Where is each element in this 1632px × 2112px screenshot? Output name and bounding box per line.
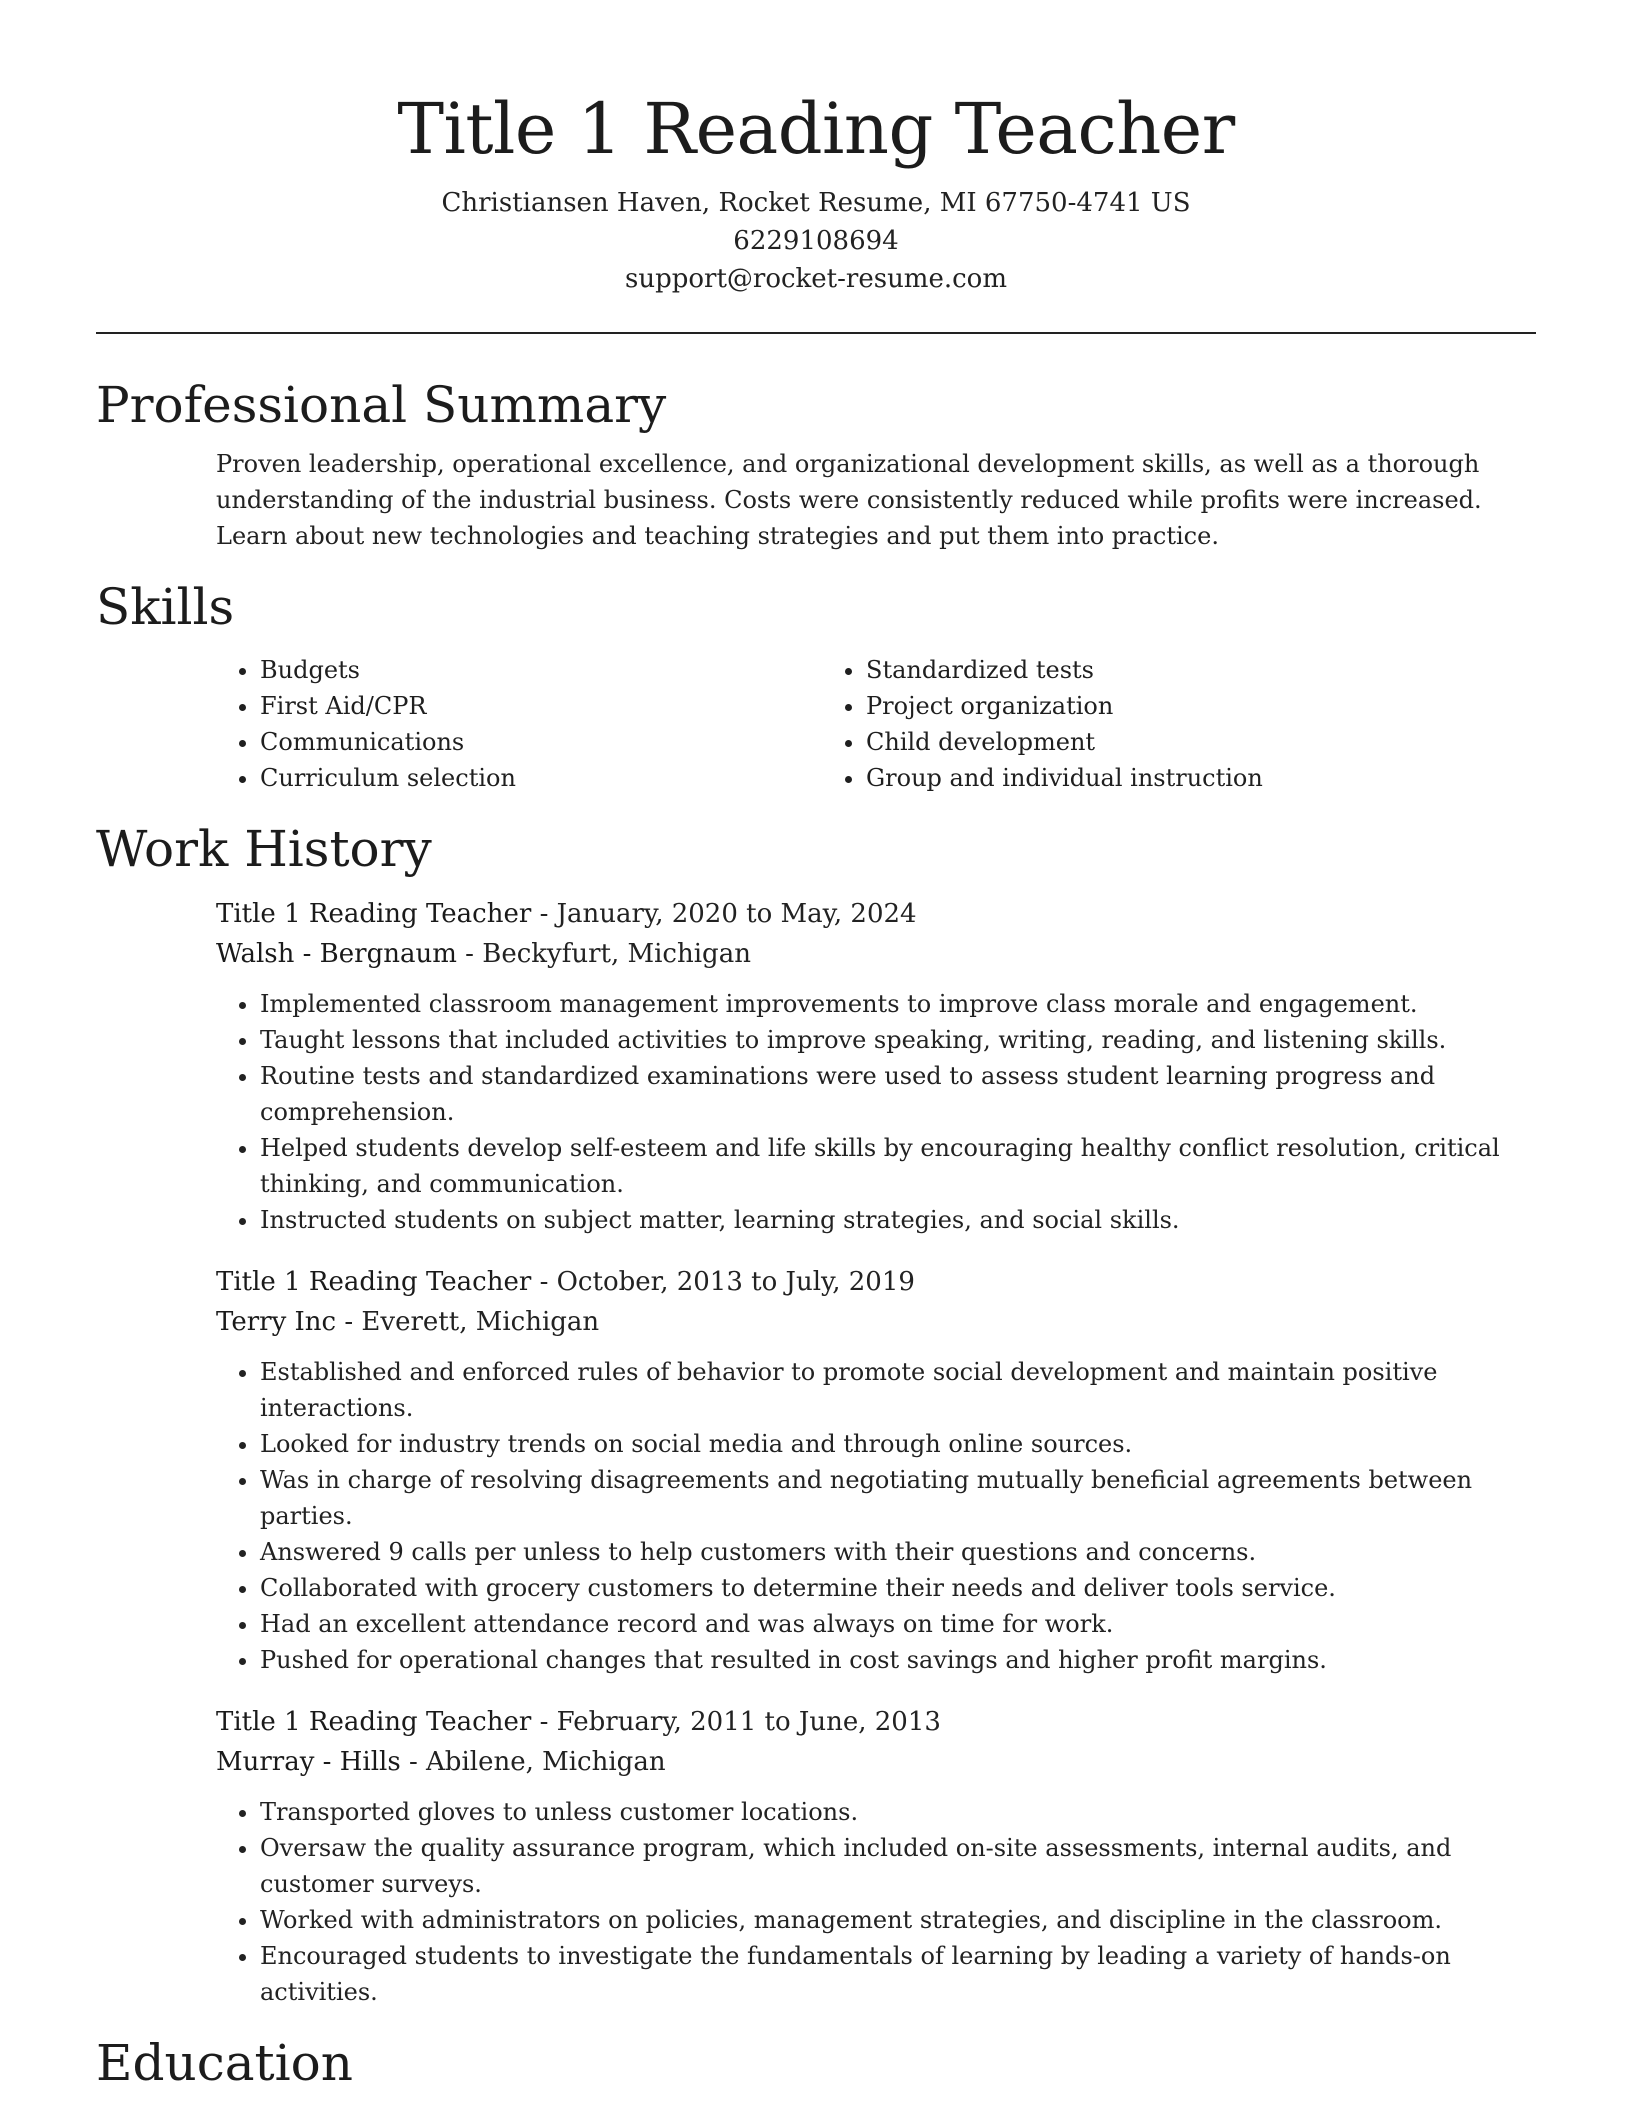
job-location: - Abilene, Michigan (408, 1747, 666, 1777)
skill-item: • Child development (866, 724, 1522, 760)
job-bullet: • Implemented classroom management improvements to improve class morale and engagement. (260, 986, 1536, 1022)
skill-item: • Group and individual instruction (866, 760, 1522, 796)
job-bullets (216, 1794, 1536, 2010)
contact-phone: 6229108694 (733, 226, 899, 256)
skill-item: • Curriculum selection (260, 760, 822, 796)
job-title: Title 1 Reading Teacher (216, 1267, 532, 1297)
job-bullet: • Routine tests and standardized examinations were used to assess student learning progress and comprehension. (260, 1058, 1536, 1130)
section-heading-work-history: Work History (96, 820, 432, 878)
job-company: Walsh - Bergnaum (216, 939, 457, 969)
job-bullet: • Established and enforced rules of behavior to promote social development and maintain positive interactions. (260, 1354, 1536, 1426)
section-heading-summary: Professional Summary (96, 376, 667, 434)
job-bullet: • Was in charge of resolving disagreements and negotiating mutually beneficial agreements between parties. (260, 1462, 1536, 1534)
skill-item: • Project organization (866, 688, 1522, 724)
job-dates: - October, 2013 to July, 2019 (539, 1267, 915, 1297)
skills-grid (216, 652, 1536, 796)
job-bullet: • Had an excellent attendance record and was always on time for work. (260, 1606, 1536, 1642)
job-bullet: • Transported gloves to unless customer locations. (260, 1794, 1536, 1830)
skill-item: • Communications (260, 724, 822, 760)
job-bullet: • Pushed for operational changes that resulted in cost savings and higher profit margins. (260, 1642, 1536, 1678)
job-bullet: • Instructed students on subject matter, learning strategies, and social skills. (260, 1202, 1536, 1238)
work-history-section (96, 818, 1536, 2010)
skill-item: • First Aid/CPR (260, 688, 822, 724)
resume-page (96, 0, 1536, 2094)
job-bullet: • Helped students develop self-esteem and life skills by encouraging healthy conflict resolution, critical thinking, and communication. (260, 1130, 1536, 1202)
contact-address: Christiansen Haven, Rocket Resume, MI 67750-4741 US (441, 188, 1191, 218)
job-title-line (216, 894, 1536, 934)
job-bullet: • Looked for industry trends on social media and through online sources. (260, 1426, 1536, 1462)
job-entry (216, 1702, 1536, 2010)
job-company: Terry Inc (216, 1307, 337, 1337)
job-bullet: • Collaborated with grocery customers to determine their needs and deliver tools service. (260, 1570, 1536, 1606)
job-bullet: • Answered 9 calls per unless to help customers with their questions and concerns. (260, 1534, 1536, 1570)
job-company-line (216, 1742, 1536, 1782)
job-bullet: • Worked with administrators on policies, management strategies, and discipline in the classroom. (260, 1902, 1536, 1938)
job-location: - Beckyfurt, Michigan (465, 939, 751, 969)
skill-item: • Budgets (260, 652, 822, 688)
job-title-line (216, 1262, 1536, 1302)
job-entry (216, 894, 1536, 1238)
job-bullets (216, 986, 1536, 1238)
contact-block (96, 184, 1536, 298)
section-heading-education: Education (96, 2034, 353, 2092)
skills-column-1 (216, 652, 822, 796)
section-heading-skills: Skills (96, 578, 235, 636)
job-company: Murray - Hills (216, 1747, 401, 1777)
job-dates: - January, 2020 to May, 2024 (539, 899, 917, 929)
job-company-line (216, 1302, 1536, 1342)
job-bullet: • Oversaw the quality assurance program, which included on-site assessments, internal audits, and customer surveys. (260, 1830, 1536, 1902)
job-entry (216, 1262, 1536, 1678)
skill-item: • Standardized tests (866, 652, 1522, 688)
education-section (96, 2032, 1536, 2094)
job-title-line (216, 1702, 1536, 1742)
job-bullet: • Encouraged students to investigate the fundamentals of learning by leading a variety of hands-on activities. (260, 1938, 1536, 2010)
job-bullets (216, 1354, 1536, 1678)
job-location: - Everett, Michigan (344, 1307, 600, 1337)
resume-title: Title 1 Reading Teacher (397, 88, 1235, 170)
skills-column-2 (822, 652, 1522, 796)
job-company-line (216, 934, 1536, 974)
header-divider (96, 332, 1536, 334)
professional-summary-section (96, 374, 1536, 554)
job-title: Title 1 Reading Teacher (216, 899, 532, 929)
job-dates: - February, 2011 to June, 2013 (539, 1707, 941, 1737)
summary-text: Proven leadership, operational excellence, and organizational development skills, as well as a thorough understanding of the industrial business. Costs were consistently reduced while profits were increased. Learn about new technologies and teaching strategies and put them into practice. (216, 450, 1482, 550)
skills-section (96, 576, 1536, 796)
job-title: Title 1 Reading Teacher (216, 1707, 532, 1737)
job-bullet: • Taught lessons that included activities to improve speaking, writing, reading, and listening skills. (260, 1022, 1536, 1058)
contact-email: support@rocket-resume.com (624, 264, 1007, 294)
